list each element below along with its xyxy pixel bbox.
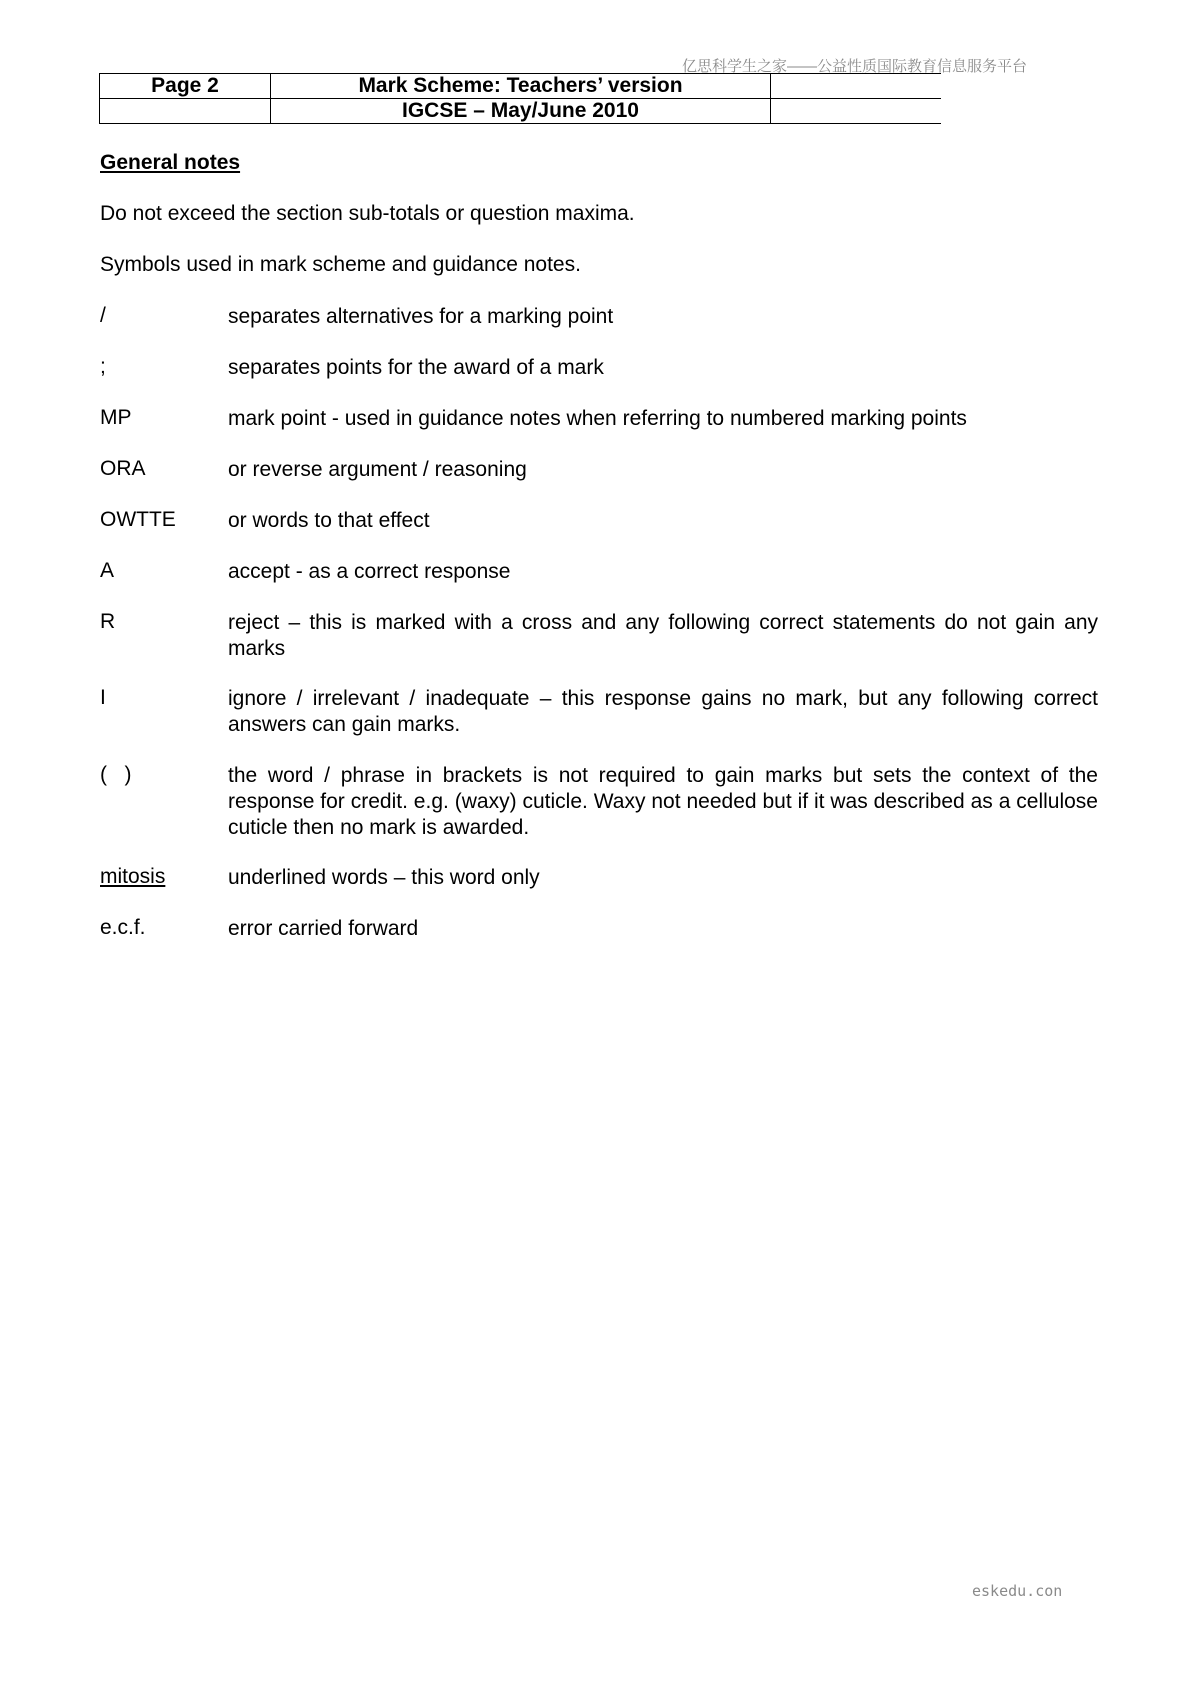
symbol: e.c.f. (100, 916, 146, 939)
symbol: ORA (100, 457, 146, 480)
symbol-meaning: error carried forward (228, 917, 419, 940)
symbol: R (100, 610, 116, 633)
symbol-meaning: the word / phrase in brackets is not required to gain marks but sets the context of the response for credit. e.g. (waxy) cuticle. Waxy not needed but if it was described as a cellulose cuticle then no mark is awarded. (228, 764, 1098, 839)
symbol-meaning: or reverse argument / reasoning (228, 458, 527, 481)
symbol-meaning: separates alternatives for a marking point (228, 305, 614, 328)
symbol: I (100, 686, 106, 709)
intro-paragraph: Do not exceed the section sub-totals or question maxima. (100, 202, 635, 225)
header-page: Page 2 (100, 74, 271, 99)
symbol-meaning: reject – this is marked with a cross and any following correct statements do not gain any marks (228, 611, 1098, 660)
symbol: ( ) (100, 763, 132, 786)
intro-paragraph: Symbols used in mark scheme and guidance notes. (100, 253, 581, 276)
watermark-bottom: eskedu.con (972, 1582, 1063, 1600)
section-heading: General notes (100, 151, 241, 174)
header-table (99, 73, 941, 124)
symbol: ; (100, 355, 106, 378)
symbol-meaning: ignore / irrelevant / inadequate – this response gains no mark, but any following correct answers can gain marks. (228, 687, 1098, 736)
header-title: Mark Scheme: Teachers’ version (271, 74, 771, 99)
symbol-meaning: or words to that effect (228, 509, 430, 532)
header-empty-cell (100, 99, 271, 124)
symbol-meaning: underlined words – this word only (228, 866, 540, 889)
symbol: OWTTE (100, 508, 176, 531)
header-empty-cell (771, 74, 942, 99)
header-subtitle: IGCSE – May/June 2010 (271, 99, 771, 124)
symbol: A (100, 559, 115, 582)
watermark-top: 亿思科学生之家——公益性质国际教育信息服务平台 (682, 58, 1028, 75)
symbol-meaning: accept - as a correct response (228, 560, 511, 583)
symbol-meaning: separates points for the award of a mark (228, 356, 604, 379)
header-empty-cell (771, 99, 942, 124)
symbol: MP (100, 406, 132, 429)
symbol: / (100, 304, 106, 327)
symbol-meaning: mark point - used in guidance notes when referring to numbered marking points (228, 407, 967, 430)
symbol: mitosis (100, 865, 166, 888)
